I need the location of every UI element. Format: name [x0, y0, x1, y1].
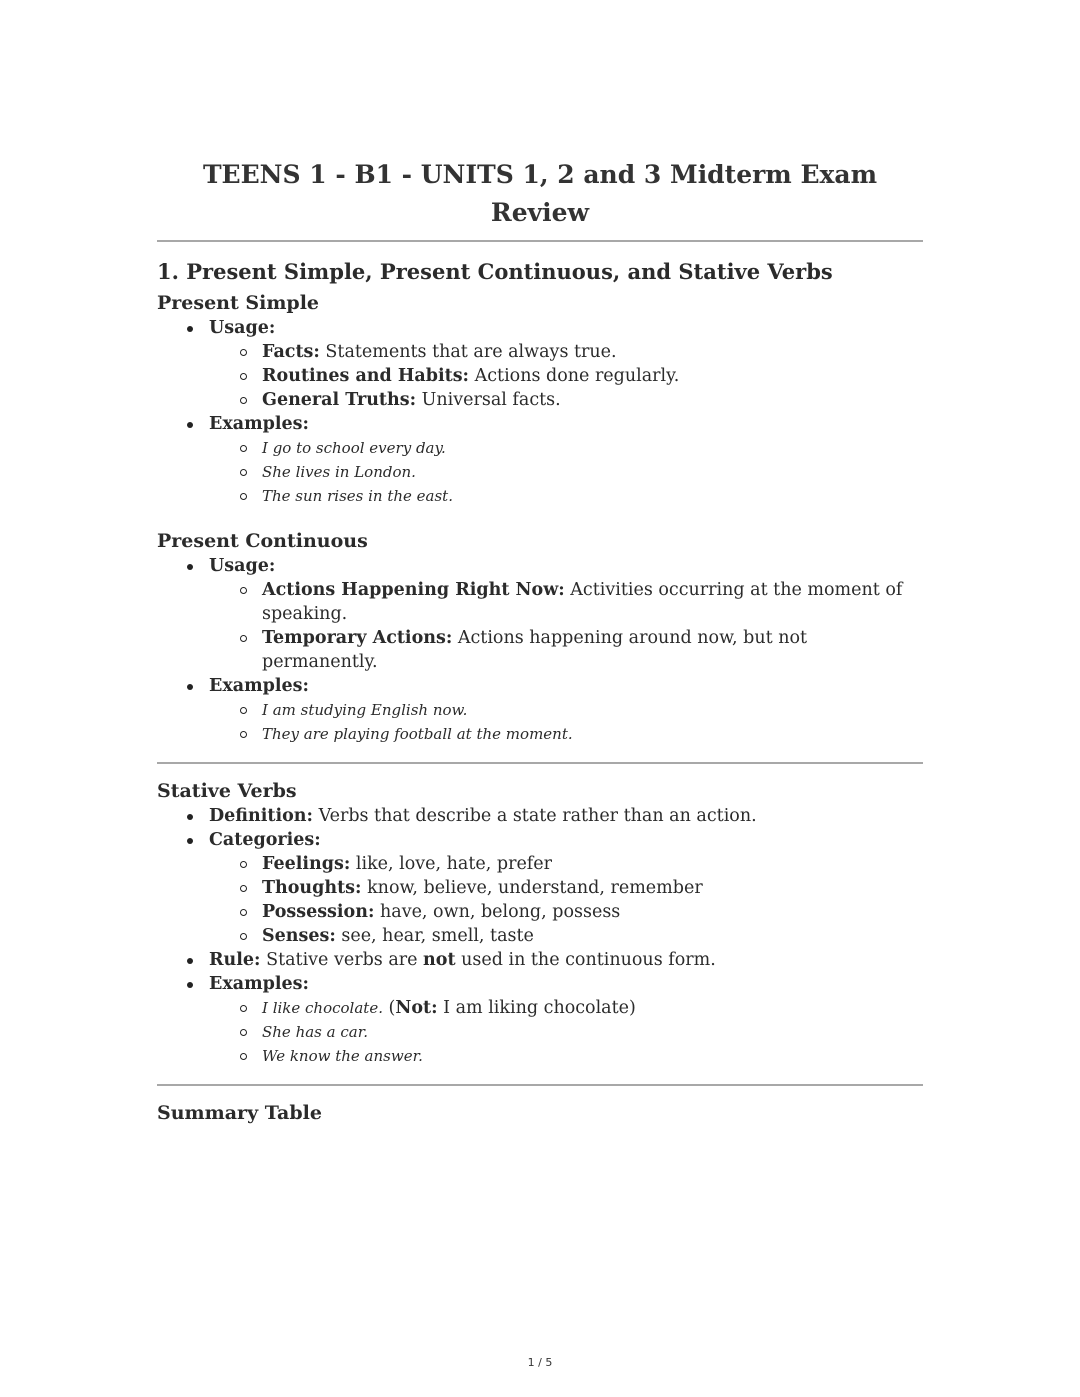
page-indicator: 1 / 5: [527, 1356, 553, 1369]
example: I go to school every day.: [209, 436, 923, 460]
divider: [157, 1084, 923, 1086]
example: We know the answer.: [209, 1044, 923, 1068]
present-simple-list: [157, 316, 923, 508]
category-feelings: Feelings: like, love, hate, prefer: [209, 852, 923, 876]
examples-label: Examples:: [209, 974, 309, 994]
usage-label: Usage:: [209, 318, 276, 338]
category-possession: Possession: have, own, belong, possess: [209, 900, 923, 924]
category-senses: Senses: see, hear, smell, taste: [209, 924, 923, 948]
example: The sun rises in the east.: [209, 484, 923, 508]
usage-item: [157, 554, 923, 674]
present-continuous-heading: Present Continuous: [157, 530, 368, 552]
categories-item: [157, 828, 923, 948]
section-heading: 1. Present Simple, Present Continuous, and Stative Verbs: [157, 259, 833, 284]
usage-label: Usage:: [209, 556, 276, 576]
example: She has a car.: [209, 1020, 923, 1044]
summary-table-heading: Summary Table: [157, 1102, 322, 1124]
usage-item: [157, 316, 923, 412]
definition-item: Definition: Verbs that describe a state rather than an action.: [157, 804, 923, 828]
divider: [157, 240, 923, 242]
example: I am studying English now.: [209, 698, 923, 722]
divider: [157, 762, 923, 764]
rule-item: Rule: Stative verbs are not used in the continuous form.: [157, 948, 923, 972]
present-simple-heading: Present Simple: [157, 292, 320, 314]
usage-temporary: Temporary Actions: Actions happening around now, but not permanently.: [209, 626, 923, 674]
example: I like chocolate. (Not: I am liking chocolate): [209, 996, 923, 1020]
examples-label: Examples:: [209, 414, 309, 434]
examples-item: [157, 972, 923, 1068]
examples-item: [157, 674, 923, 746]
examples-item: [157, 412, 923, 508]
category-thoughts: Thoughts: know, believe, understand, remember: [209, 876, 923, 900]
stative-verbs-heading: Stative Verbs: [157, 780, 297, 802]
document-title: TEENS 1 - B1 - UNITS 1, 2 and 3 Midterm Exam Review: [202, 160, 878, 227]
usage-truths: General Truths: Universal facts.: [209, 388, 923, 412]
present-continuous-list: [157, 554, 923, 746]
categories-label: Categories:: [209, 830, 321, 850]
usage-routines: Routines and Habits: Actions done regularly.: [209, 364, 923, 388]
usage-facts: Facts: Statements that are always true.: [209, 340, 923, 364]
document-page: [157, 156, 923, 1126]
example: She lives in London.: [209, 460, 923, 484]
example: They are playing football at the moment.: [209, 722, 923, 746]
examples-label: Examples:: [209, 676, 309, 696]
usage-right-now: Actions Happening Right Now: Activities occurring at the moment of speaking.: [209, 578, 923, 626]
stative-verbs-list: [157, 804, 923, 1068]
